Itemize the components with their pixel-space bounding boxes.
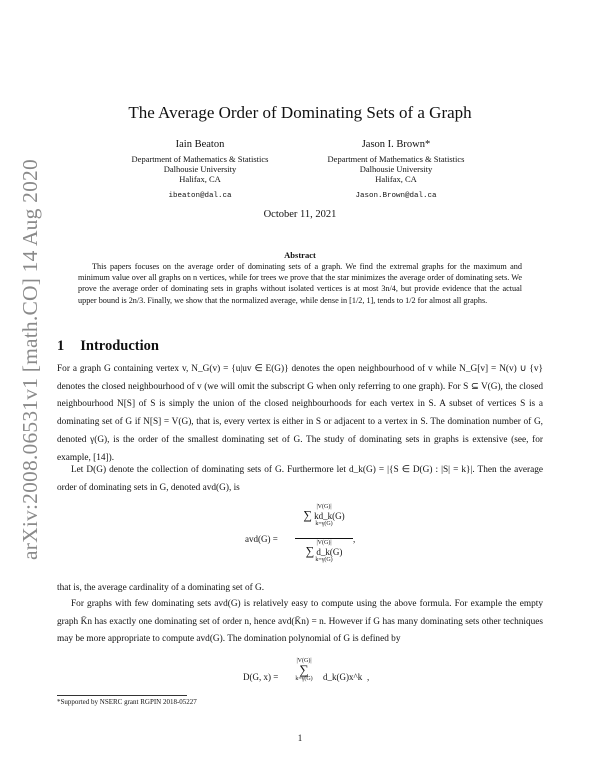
section-number: 1 bbox=[57, 338, 65, 354]
author-dept: Department of Mathematics & Statistics bbox=[327, 154, 465, 164]
denominator-term: d_k(G) bbox=[316, 547, 343, 557]
sum-lower: k=γ(G) bbox=[315, 557, 333, 563]
abstract-text: This papers focuses on the average order of dominating sets of a graph. We find the extremal graphs for the maximum and minimum value over all graphs on n vertices, while for trees we prove that the star minimizes the average order of dominating sets. We prove the average order of dominating sets in graphs without isolated vertices is at most 3n/4, but provide evidence that the actual upper bound is 2n/3. Finally, we show that the normalized average, while dense in [1/2, 1], tends to 1/2 for almost all graphs. bbox=[78, 262, 522, 305]
abstract-heading: Abstract bbox=[284, 250, 316, 260]
section-heading bbox=[57, 338, 159, 355]
sum-sign-icon: ∑ bbox=[299, 662, 309, 677]
author-name: Jason I. Brown* bbox=[361, 139, 431, 150]
author-email[interactable]: Jason.Brown@dal.ca bbox=[355, 192, 437, 200]
sum-sign-icon: ∑ bbox=[305, 544, 315, 558]
author-univ: Dalhousie University bbox=[163, 164, 237, 174]
equation-avd bbox=[245, 504, 365, 574]
paper-title: The Average Order of Dominating Sets of a Graph bbox=[128, 103, 472, 122]
equation-domination-polynomial bbox=[243, 658, 373, 692]
sum-upper: |V(G)| bbox=[316, 540, 332, 546]
author-place: Halifax, CA bbox=[179, 174, 221, 184]
sum-upper: |V(G)| bbox=[296, 658, 312, 664]
author-dept: Department of Mathematics & Statistics bbox=[131, 154, 269, 164]
fraction-bar bbox=[295, 538, 353, 539]
sum-sign-icon: ∑ bbox=[303, 508, 312, 522]
numerator-term: kd_k(G) bbox=[314, 511, 345, 521]
sum-term: d_k(G)x^k bbox=[323, 672, 363, 682]
eq-sum bbox=[287, 658, 321, 682]
author-place: Halifax, CA bbox=[375, 174, 417, 184]
footnote: *Supported by NSERC grant RGPIN 2018-05227 bbox=[57, 698, 197, 706]
author-email[interactable]: ibeaton@dal.ca bbox=[168, 192, 232, 200]
eq-denominator bbox=[295, 540, 353, 563]
author-block bbox=[306, 138, 486, 201]
paragraph: that is, the average cardinality of a dominating set of G. bbox=[57, 583, 265, 593]
paragraph: For a graph G containing vertex v, N_G(v) = {u|uv ∈ E(G)} denotes the open neighbourhood of v while N_G[v] = N(v) ∪ {v} denotes the closed neighbourhood of v (we will omit the subscript G when only referring to one graph). For S ⊆ V(G), the closed neighbourhood N[S] of S is simply the union of the closed neighbourhoods for each vertex in S. A subset of vertices S is a dominating set of G if N[S] = V(G), that is, every vertex is either in S or adjacent to a vertex in S. The domination number of G, denoted γ(G), is the order of the smallest dominating set of G. The study of dominating sets in graphs is extensive (see, for example, [14]). bbox=[57, 364, 543, 463]
page-number: 1 bbox=[297, 733, 303, 743]
author-univ: Dalhousie University bbox=[359, 164, 433, 174]
sum-lower: k=γ(G) bbox=[315, 521, 333, 527]
section-title: Introduction bbox=[80, 338, 159, 354]
sum-lower: k=γ(G) bbox=[295, 676, 313, 682]
eq-lhs: D(G, x) = bbox=[243, 672, 279, 682]
eq-numerator bbox=[295, 504, 353, 527]
paper-date: October 11, 2021 bbox=[263, 209, 337, 220]
eq-lhs: avd(G) = bbox=[245, 534, 278, 544]
paragraph: Let D(G) denote the collection of dominating sets of G. Furthermore let d_k(G) = |{S ∈ D(G) : |S| = k}|. Then the average order of dominating sets in G, denoted avd(G), is bbox=[57, 465, 543, 493]
eq-tail: , bbox=[367, 672, 370, 682]
eq-tail: , bbox=[353, 534, 356, 544]
sum-upper: |V(G)| bbox=[316, 504, 332, 510]
author-name: Iain Beaton bbox=[175, 139, 225, 150]
paragraph: For graphs with few dominating sets avd(G) is relatively easy to compute using the above formula. For example the empty graph K̄n has exactly one dominating set of order n, hence avd(K̄n) = n. However if G has many dominating sets other techniques may be more appropriate to compute avd(G). The domination polynomial of G is defined by bbox=[57, 599, 543, 645]
footnote-rule bbox=[57, 695, 187, 696]
arxiv-stamp: arXiv:2008.06531v1 [math.CO] 14 Aug 2020 bbox=[18, 159, 42, 560]
author-block bbox=[110, 138, 290, 201]
